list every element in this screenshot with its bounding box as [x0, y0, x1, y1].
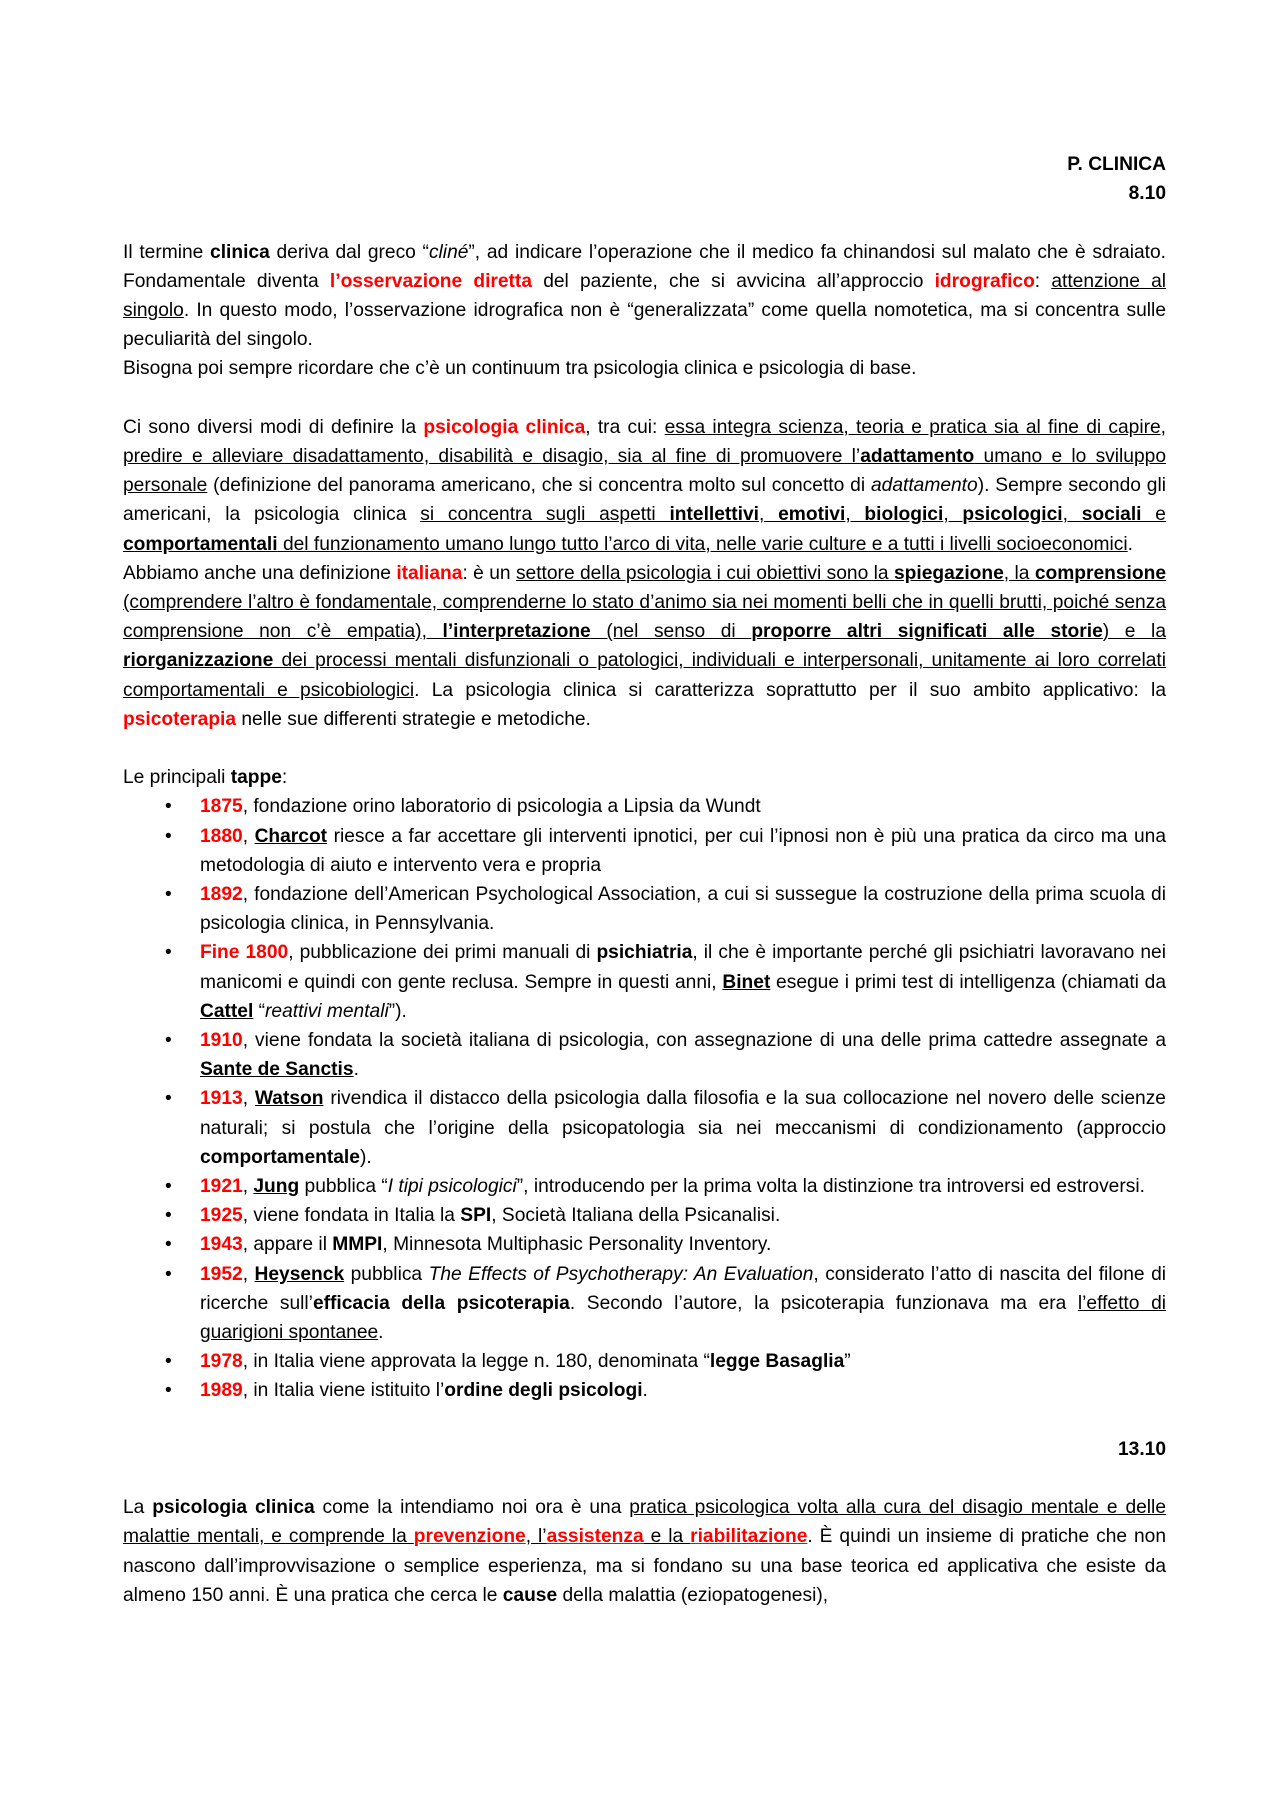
bullet-icon: • — [165, 884, 172, 906]
bullet-icon: • — [165, 1176, 172, 1198]
bullet-icon: • — [165, 1263, 172, 1285]
paragraph-american-definition: Ci sono diversi modi di definire la psicologia clinica, tra cui: essa integra scienza, teoria e pratica sia al fine di capire, predire e alleviare disadattamento, disabilità e disagio, sia al fine di promuovere l’adattamento umano e lo sviluppo personale (definizione del panorama americano, che si concentra molto sul concetto di adattamento). Sempre secondo gli americani, la psicologia clinica si concentra sugli aspetti intellettivi, emotivi, biologici, psicologici, sociali e comportamentali del funzionamento umano lungo tutto l’arco di vita, nelle varie culture e a tutti i livelli socioeconomici. — [123, 416, 1167, 555]
list-item: • 1925, viene fondata in Italia la SPI, Società Italiana della Psicanalisi. — [123, 1201, 1166, 1230]
bullet-icon: • — [165, 1088, 172, 1110]
list-item: • 1952, Heysenck pubblica The Effects of Psychotherapy: An Evaluation, considerato l’atto di nascita del filone di ricerche sull’efficacia della psicoterapia. Secondo l’autore, la psicoterapia funzionava ma era l’effetto di guarigioni spontanee. — [123, 1260, 1166, 1348]
document-page — [123, 150, 1166, 1610]
paragraph-continuum: Bisogna poi sempre ricordare che c’è un continuum tra psicologia clinica e psicologia di base. — [123, 358, 917, 380]
bullet-icon: • — [165, 825, 172, 847]
spacer — [123, 208, 1166, 237]
paragraph-clinica-definition: Il termine clinica deriva dal greco “cliné”, ad indicare l’operazione che il medico fa chinandosi sul malato che è sdraiato. Fondamentale diventa l’osservazione diretta del paziente, che si avvicina all’approccio idrografico: attenzione al singolo. In questo modo, l’osservazione idrografica non è “generalizzata” come quella nomotetica, ma si concentra sulle peculiarità del singolo. — [123, 241, 1167, 351]
list-item: • Fine 1800, pubblicazione dei primi manuali di psichiatria, il che è importante perché gli psichiatri lavoravano nei manicomi e quindi con gente reclusa. Sempre in questi anni, Binet esegue i primi test di intelligenza (chiamati da Cattel “reattivi mentali”). — [123, 938, 1166, 1026]
spacer — [123, 1464, 1166, 1493]
bullet-icon: • — [165, 1234, 172, 1256]
bullet-icon: • — [165, 796, 172, 818]
paragraph-italian-definition: Abbiamo anche una definizione italiana: è un settore della psicologia i cui obiettivi sono la spiegazione, la comprensione (comprendere l’altro è fondamentale, comprenderne lo stato d’animo sia nei momenti belli che in quelli brutti, poiché senza comprensione non c’è empatia), l’interpretazione (nel senso di proporre altri significati alle storie) e la riorganizzazione dei processi mentali disfunzionali o patologici, individuali e interpersonali, unitamente ai loro correlati comportamentali e psicobiologici. La psicologia clinica si caratterizza soprattutto per il suo ambito applicativo: la psicoterapia nelle sue differenti strategie e metodiche. — [123, 562, 1166, 730]
bullet-icon: • — [165, 1030, 172, 1052]
bullet-icon: • — [165, 1351, 172, 1373]
bullet-icon: • — [165, 1205, 172, 1227]
list-item: • 1921, Jung pubblica “I tipi psicologici”, introducendo per la prima volta la distinzione tra introversi ed estroversi. — [123, 1172, 1166, 1201]
paragraph-current-definition: La psicologia clinica come la intendiamo noi ora è una pratica psicologica volta alla cura del disagio mentale e delle malattie mentali, e comprende la prevenzione, l’assistenza e la riabilitazione. È quindi un insieme di pratiche che non nascono dall’improvvisazione o semplice esperienza, ma si fondano su una base teorica ed applicativa che esiste da almeno 150 anni. È una pratica che cerca le cause della malattia (eziopatogenesi), — [123, 1497, 1167, 1606]
list-item: • 1989, in Italia viene istituito l’ordine degli psicologi. — [123, 1376, 1166, 1405]
document-title: P. CLINICA — [1067, 154, 1166, 175]
spacer — [123, 734, 1166, 763]
bullet-icon: • — [165, 1380, 172, 1402]
date-heading-2: 13.10 — [1117, 1438, 1166, 1460]
list-item: • 1892, fondazione dell’American Psychological Association, a cui si sussegue la costruzione della prima scuola di psicologia clinica, in Pennsylvania. — [123, 880, 1166, 938]
tappe-intro: Le principali tappe: — [123, 767, 288, 789]
list-item: • 1913, Watson rivendica il distacco della psicologia dalla filosofia e la sua collocazione nel novero delle scienze naturali; si postula che l’origine della psicopatologia sia nei meccanismi di condizionamento (approccio comportamentale). — [123, 1084, 1166, 1172]
tappe-list — [123, 792, 1166, 1405]
list-item: • 1943, appare il MMPI, Minnesota Multiphasic Personality Inventory. — [123, 1230, 1166, 1259]
list-item: • 1880, Charcot riesce a far accettare gli interventi ipnotici, per cui l’ipnosi non è più una pratica da circo ma una metodologia di aiuto e intervento vera e propria — [123, 822, 1166, 880]
list-item: • 1910, viene fondata la società italiana di psicologia, con assegnazione di una delle prima cattedre assegnate a Sante de Sanctis. — [123, 1026, 1166, 1084]
bullet-icon: • — [165, 942, 172, 964]
spacer — [123, 384, 1166, 413]
list-item: • 1978, in Italia viene approvata la legge n. 180, denominata “legge Basaglia” — [123, 1347, 1166, 1376]
spacer — [123, 1406, 1166, 1435]
list-item: • 1875, fondazione orino laboratorio di psicologia a Lipsia da Wundt — [123, 792, 1166, 821]
date-heading-1: 8.10 — [1128, 183, 1166, 205]
